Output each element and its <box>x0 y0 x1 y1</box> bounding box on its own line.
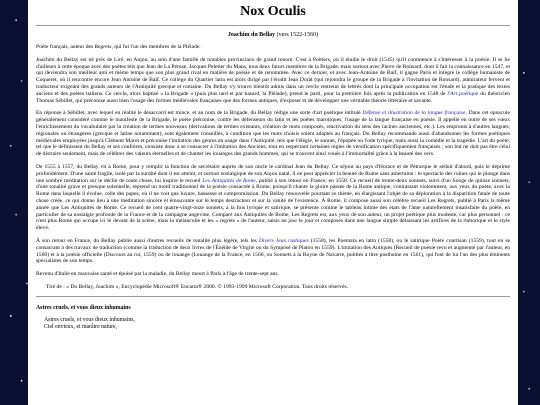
work-link[interactable]: Défense et illustration de la langue française <box>362 110 466 117</box>
source-citation: Tiré de : « Du Bellay, Joachim », Encyclopédie Microsoft® Encarta® 2000. © 1993-1999 Microsoft Corporation. Tous droits réservés. <box>46 283 349 290</box>
bio-paragraph-4 <box>36 238 510 265</box>
intro-paragraph <box>36 44 510 51</box>
poem-line: Ciel envieux, et marâtre nature, <box>44 323 118 330</box>
author-dates: (vers 1522-1560) <box>276 32 319 38</box>
title-divider <box>36 25 510 26</box>
paragraph-text: À son retour en France, du Bellay publie aussi d'autres recueils de tonalité plus légère, tels les <box>36 237 259 244</box>
section-divider <box>36 296 510 297</box>
paragraph-text: (1558), les Poemata en latin (1558), ou le satirique Poète courtisan (1559), tout en se consacrant à des travaux de traduction (comme la traduction de deux livres de l'Énéide de Virgile ou du Symposé de Platon en 1559). L'imitation des Antiques (Recueil de poésie revu et augmenté par l'auteur, en 1560) et à la poésie officielle (Discours au roi, 1559) ou de louange (Louange de la France, en 1560, ou Sonnets à la Royne de Navarre, publiés à titre posthume en 1561), qui font de lui l'un des plus éminents spécialistes de son temps. <box>36 237 510 265</box>
author-heading <box>36 32 510 38</box>
paragraph-text: De 1555 à 1557, du Bellay vit à Rome, pour y remplir la fonction de secrétaire auprès de son oncle le cardinal Jean du Bellay. Ce séjour au pays d'Horace et de Pétrarque le séduit d'abord, puis le déprime profondément. D'une santé fragile, isolé par la surdité dont il est atteint, et surtout nostalgique de son Anjou natal, il ne peut apprécier la beauté de Rome sans amertume : le spectacle des ruines qui le plonge dans une sombre méditation sur le déclin de toute chose, lui inspire le recueil <box>36 163 510 184</box>
intro-text: Poète français, auteur des <box>36 44 95 50</box>
paragraph-text: . Dans cet opuscule généralement considéré comme le manifeste de la Brigade, le poète préconise, contre les défenseurs du latin et les poètes marotiques, l'usage de la langue française en poésie. Il appelle en outre de ses vœux l'enrichissement du vocabulaire par la création de termes nouveaux (dérivations de termes existants, création de mots composés, réactivation du sens des racines anciennes, etc.). Les emprunts à d'autres langues, régionales ou étrangères (grecque et latine notamment), sont également conseillés, à condition que les mots choisis soient adaptés au français. Du Bellay recommande aussi d'abandonner les formes poétiques médiévales employées jusqu'à Clément Marot et préconise l'imitation des genres en usage dans l'Antiquité, tels que l'élégie, le sonnet, l'épopée ou l'ode lyrique, mais aussi la comédie et la tragédie. L'art du poète, tel que le définissent du Bellay et ses confrères, consiste donc à se consacrer à l'imitation des Anciens, tout en respectant certaines règles de versification spécifiquement françaises ; son but ne doit pas être celui de distraire seulement, mais de célébrer des valeurs éternelles et de chanter les louanges des grands hommes, qui se trouvent ainsi voués à l'immortalité grâce à la beauté des vers. <box>36 110 511 158</box>
work-link[interactable]: Divers Jeux rustiques <box>258 237 309 244</box>
intro-work-title: Regrets <box>94 44 112 50</box>
page-title: Nox Oculis <box>240 4 306 19</box>
paragraph-text: , publié à son retour en France, en 1558. Ce recueil de trente-deux sonnets, suivi d'un Songe de quinze sonnets, d'une tonalité grave et presque solennelle, reprend un motif traditionnel de la poésie consacrée à Rome, puisqu'il chante la gloire passée de la Rome antique, contrastant violemment, aux yeux du poète, avec la Rome dans laquelle il évolue, celle des papes, où il ne voit que luxure, bassesse et compromission. Du Bellay renouvelle pourtant ce thème, en élargissant l'objet de sa déploration à la disparition fatale de toute chose créée, ce qui donne lieu à une méditation sincère et émouvante sur le temps destructeur et sur la vanité de l'existence. À Rome, il compose aussi son célèbre recueil Les Regrets, publié à Paris la même année que Les Antiquités de Rome. Ce recueil de cent quatre-vingt-onze sonnets, à la fois lyrique et satirique, se présente comme le tableau intime des états de l'âme naturellement insatisfaite du poète, en particulier de sa nostalgie profonde de la France et de la campagne angevine. Comparé aux Antiquités de Rome, Les Regrets est, aux yeux de son auteur, un projet poétique plus modeste, car plus personnel : ce n'est plus Rome qui occupe ici le devant de la scène, mais la mélancolie et les « regrets » de l'auteur, saisis au jour le jour et composés dans une langue simple délaissant les artifices de la rhétorique et le style élevé. <box>36 177 510 232</box>
bio-paragraph-3 <box>36 164 510 232</box>
paragraph-text: Joachim du Bellay est né près de Liré, en Anjou, au sein d'une famille de notables provinciaux de grand renom. C'est à Poitiers, où il étudie le droit (1545) qu'il commence à s'intéresser à la poésie. Il se lie d'ailleurs à cette époque avec des poètes tels que Jean de La Péruse, Jacques Peletier du Mans, tous deux futurs membres de la Brigade, mais surtout avec Pierre de Ronsard, dont il fait la connaissance en 1547, et qui deviendra son meilleur ami et même temps que son plus grand rival en matière de poésie et de renommée. Avec ce dernier, et avec Jean-Antoine de Baïf, il gagne Paris et intègre le collège humaniste de Coqueret, où il rencontre encore Jean Antoine de Baïf. Ce collège du Quartier latin est alors dirigé par l'érudit Jean Dorat (qui rejoindra le groupe de la Brigade à l'invitation de Ronsard), admirateur fervent et traducteur exigeant des grands auteurs de l'Antiquité grecque et romaine. Du Bellay s'y trouve bientôt admis dans un cercle restreint de lettrés dont la principale occupation est l'étude et la pratique des textes anciens et des poètes italiens. Ce cercle, alors baptisé « la Brigade » (puis plus tard et par hasard, la Pléiade), prend le parti, pour la première fois après la publication en 1548 de <box>36 56 510 97</box>
author-name: Joachim du Bellay <box>227 32 276 38</box>
paragraph-text: En réponse à Sébillet, avec lequel en réalité le désaccord est mince, et au nom de la Brigade, du Bellay rédige une sorte d'art poétique intitulé <box>36 110 363 117</box>
bio-paragraph-1 <box>36 57 510 105</box>
paragraph-text: du théoricien Thomas Sébillet, qui préconise aussi bien l'usage des formes médiévales françaises que des formes antiques, d'exposer et de développer une véritable théorie littéraire et savante. <box>36 90 510 104</box>
poem-line: Astres cruels, et vous dieux inhumains, <box>44 316 135 323</box>
work-link[interactable]: l'Art poétique <box>447 90 479 97</box>
intro-text-end: , qui fut l'un des membres de la Pléiade. <box>111 44 201 50</box>
document-page <box>28 0 518 405</box>
work-link[interactable]: Les Antiquités de Rome <box>202 177 256 184</box>
paragraph-text: Revenu d'Italie en mauvaise santé et épuisé par la maladie, du Bellay meurt à Paris à l'âge de trente-sept ans. <box>36 271 279 278</box>
bio-paragraph-5 <box>36 271 510 278</box>
poem-title: Astres cruels, et vous dieux inhumains <box>36 304 131 311</box>
bio-paragraph-2 <box>36 110 510 158</box>
